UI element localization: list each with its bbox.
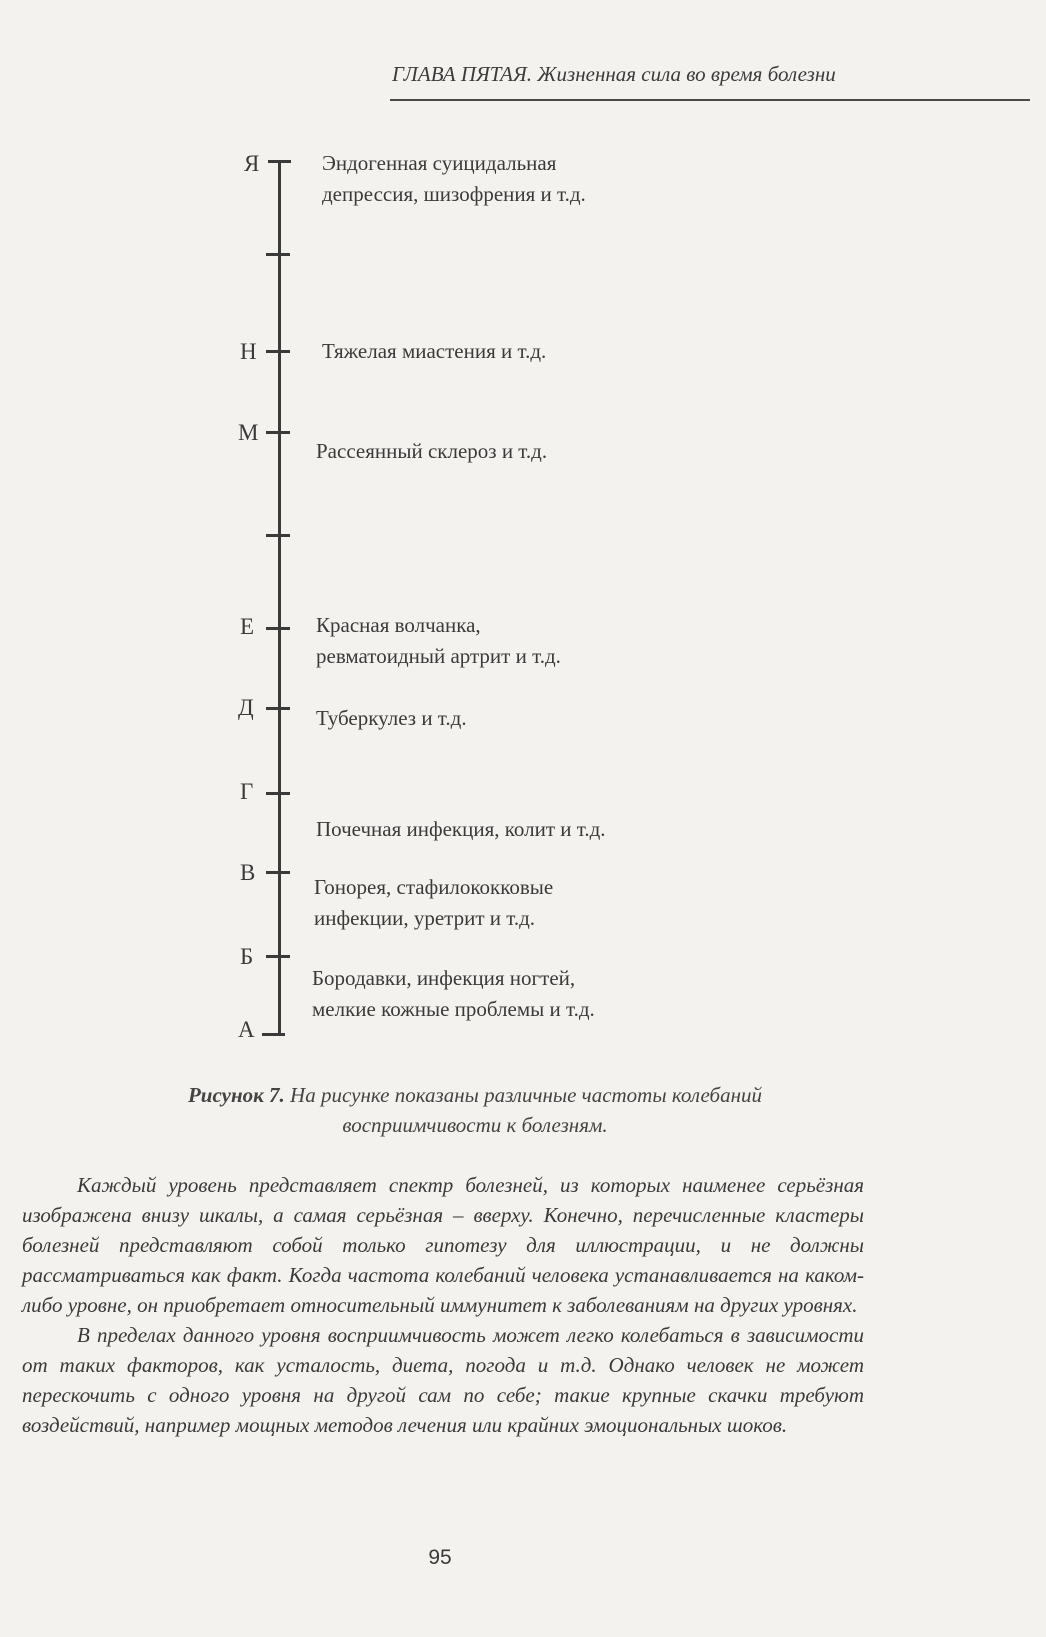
header-rule bbox=[390, 99, 1030, 101]
level-description-line: мелкие кожные проблемы и т.д. bbox=[312, 997, 595, 1021]
level-description-line: ревматоидный артрит и т.д. bbox=[316, 644, 561, 668]
level-description-line: Бородавки, инфекция ногтей, bbox=[312, 966, 576, 990]
scale-tick bbox=[266, 253, 290, 256]
level-letter-m: М bbox=[238, 420, 259, 445]
level-description bbox=[322, 148, 586, 210]
level-letter-v: В bbox=[240, 860, 256, 885]
scale-cap-bottom bbox=[262, 1033, 285, 1036]
level-description bbox=[316, 814, 606, 845]
figure-caption-label: Рисунок 7. bbox=[187, 1083, 285, 1107]
scale-cap-top bbox=[268, 160, 291, 163]
level-letter-d: Д bbox=[238, 695, 254, 720]
scale-tick bbox=[266, 627, 290, 630]
level-description-line: инфекции, уретрит и т.д. bbox=[314, 906, 536, 930]
paragraph: В пределах данного уровня восприимчивость может легко колебаться в зависимости от таких факторов, как усталость, диета, погода и т.д. Однако человек не может перескочить с одного уровня на другой сам по себе; такие крупные скачки требуют воздействий, например мощных методов лечения или крайних эмоциональных шоков. bbox=[22, 1323, 864, 1437]
level-description bbox=[316, 610, 561, 672]
level-description-line: Эндогенная суицидальная bbox=[322, 151, 557, 175]
figure-caption-text: На рисунке показаны различные частоты колебаний восприимчивости к болезням. bbox=[284, 1083, 763, 1137]
running-head: ГЛАВА ПЯТАЯ. Жизненная сила во время болезни bbox=[392, 62, 836, 86]
level-letter-b: Б bbox=[240, 944, 254, 969]
level-description-line: депрессия, шизофрения и т.д. bbox=[322, 182, 586, 206]
paragraph: Каждый уровень представляет спектр болезней, из которых наименее серьёзная изображена внизу шкалы, а самая серьёзная – вверху. Конечно, перечисленные кластеры болезней представляют собой только гипотезу для иллюстрации, и не должны рассматриваться как факт. Когда частота колебаний человека устанавливается на каком-либо уровне, он приобретает относительный иммунитет к заболеваниям на других уровнях. bbox=[22, 1173, 864, 1317]
scale-tick bbox=[266, 350, 290, 353]
scale-tick bbox=[266, 431, 290, 434]
level-description bbox=[322, 336, 546, 367]
scale-tick bbox=[266, 955, 290, 958]
level-letter-a: А bbox=[238, 1017, 255, 1042]
scale-axis bbox=[278, 160, 281, 1035]
page-number: 95 bbox=[428, 1546, 452, 1569]
level-description bbox=[312, 963, 595, 1025]
level-description bbox=[316, 436, 547, 467]
level-letter-e: Е bbox=[240, 614, 255, 639]
level-description bbox=[316, 703, 467, 734]
level-description-line: Почечная инфекция, колит и т.д. bbox=[316, 817, 606, 841]
level-letter-ya: Я bbox=[244, 151, 260, 176]
scale-tick bbox=[266, 792, 290, 795]
level-description-line: Туберкулез и т.д. bbox=[316, 706, 467, 730]
scale-tick bbox=[266, 871, 290, 874]
level-description-line: Гонорея, стафилококковые bbox=[314, 875, 554, 899]
level-letter-n: Н bbox=[240, 339, 257, 364]
figure-caption bbox=[150, 1080, 800, 1140]
body-text bbox=[22, 1170, 864, 1440]
level-description bbox=[314, 872, 553, 934]
level-description-line: Рассеянный склероз и т.д. bbox=[316, 439, 548, 463]
level-description-line: Красная волчанка, bbox=[316, 613, 481, 637]
level-description-line: Тяжелая миастения и т.д. bbox=[322, 339, 547, 363]
scale-tick bbox=[266, 707, 290, 710]
level-letter-g: Г bbox=[240, 779, 254, 804]
scale-tick bbox=[266, 534, 290, 537]
